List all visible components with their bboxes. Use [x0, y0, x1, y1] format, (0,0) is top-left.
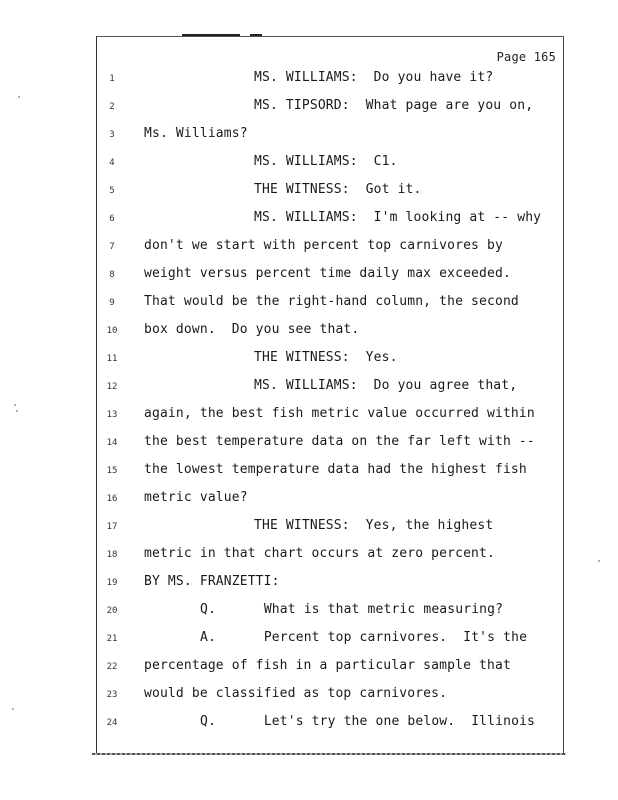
line-text: box down. Do you see that.: [144, 322, 360, 337]
line-text: THE WITNESS: Got it.: [254, 182, 422, 197]
line-text: the best temperature data on the far left with --: [144, 434, 535, 449]
transcript-line: [96, 656, 562, 678]
line-text: That would be the right-hand column, the second: [144, 294, 519, 309]
line-text: MS. WILLIAMS: I'm looking at -- why: [254, 210, 542, 225]
line-text: BY MS. FRANZETTI:: [144, 574, 280, 589]
line-number: 24: [106, 718, 118, 728]
line-number: 1: [109, 74, 115, 84]
transcript-line: [96, 628, 562, 650]
line-text: THE WITNESS: Yes, the highest: [254, 518, 494, 533]
line-text: Q. Let's try the one below. Illinois: [200, 714, 536, 729]
line-number: 3: [109, 130, 115, 140]
line-number: 7: [109, 242, 115, 252]
line-text: don't we start with percent top carnivores by: [144, 238, 503, 253]
line-number: 18: [106, 550, 118, 560]
transcript-line: [96, 376, 562, 398]
line-number: 17: [106, 522, 118, 532]
transcript-line: [96, 544, 562, 566]
line-text: Q. What is that metric measuring?: [200, 602, 504, 617]
line-number: 6: [109, 214, 115, 224]
line-text: MS. WILLIAMS: Do you agree that,: [254, 378, 518, 393]
line-number: 13: [106, 410, 118, 420]
transcript-line: [96, 68, 562, 90]
transcript-line: [96, 152, 562, 174]
transcript-line: [96, 292, 562, 314]
transcript-line: [96, 264, 562, 286]
line-text: THE WITNESS: Yes.: [254, 350, 398, 365]
line-text: again, the best fish metric value occurred within: [144, 406, 535, 421]
line-number: 11: [106, 354, 118, 364]
scan-speck: [16, 410, 18, 412]
scan-speck: [598, 560, 600, 562]
scan-speck: [12, 708, 14, 710]
transcript-line: [96, 208, 562, 230]
line-number: 16: [106, 494, 118, 504]
line-number: 12: [106, 382, 118, 392]
line-text: A. Percent top carnivores. It's the: [200, 630, 528, 645]
page-number: Page 165: [496, 50, 556, 64]
transcript-line: [96, 516, 562, 538]
bottom-edge-rule: [92, 753, 566, 755]
transcript-line: [96, 684, 562, 706]
scan-speck: [14, 404, 16, 406]
line-number: 10: [106, 326, 118, 336]
line-text: weight versus percent time daily max exceeded.: [144, 266, 511, 281]
line-number: 4: [109, 158, 115, 168]
line-number: 19: [106, 578, 118, 588]
line-number: 21: [106, 634, 118, 644]
transcript-line: [96, 404, 562, 426]
line-number: 5: [109, 186, 115, 196]
line-text: would be classified as top carnivores.: [144, 686, 448, 701]
transcript-line: [96, 348, 562, 370]
transcript-line: [96, 124, 562, 146]
transcript-line: [96, 460, 562, 482]
transcript-line: [96, 488, 562, 510]
transcript-line: [96, 572, 562, 594]
transcript-line: [96, 180, 562, 202]
transcript-line: [96, 96, 562, 118]
line-text: percentage of fish in a particular sample that: [144, 658, 511, 673]
line-number: 15: [106, 466, 118, 476]
line-text: the lowest temperature data had the highest fish: [144, 462, 527, 477]
transcript-line: [96, 236, 562, 258]
line-text: MS. WILLIAMS: C1.: [254, 154, 398, 169]
transcript-line: [96, 712, 562, 734]
line-text: MS. TIPSORD: What page are you on,: [254, 98, 534, 113]
line-text: metric in that chart occurs at zero percent.: [144, 546, 495, 561]
line-number: 23: [106, 690, 118, 700]
line-number: 2: [109, 102, 115, 112]
transcript-line: [96, 432, 562, 454]
line-text: metric value?: [144, 490, 248, 505]
transcript-line: [96, 320, 562, 342]
line-number: 20: [106, 606, 118, 616]
transcript-line: [96, 600, 562, 622]
line-text: Ms. Williams?: [144, 126, 248, 141]
line-number: 22: [106, 662, 118, 672]
line-number: 14: [106, 438, 118, 448]
line-number: 8: [109, 270, 115, 280]
line-text: MS. WILLIAMS: Do you have it?: [254, 70, 494, 85]
line-number: 9: [109, 298, 115, 308]
scan-speck: [18, 96, 20, 98]
